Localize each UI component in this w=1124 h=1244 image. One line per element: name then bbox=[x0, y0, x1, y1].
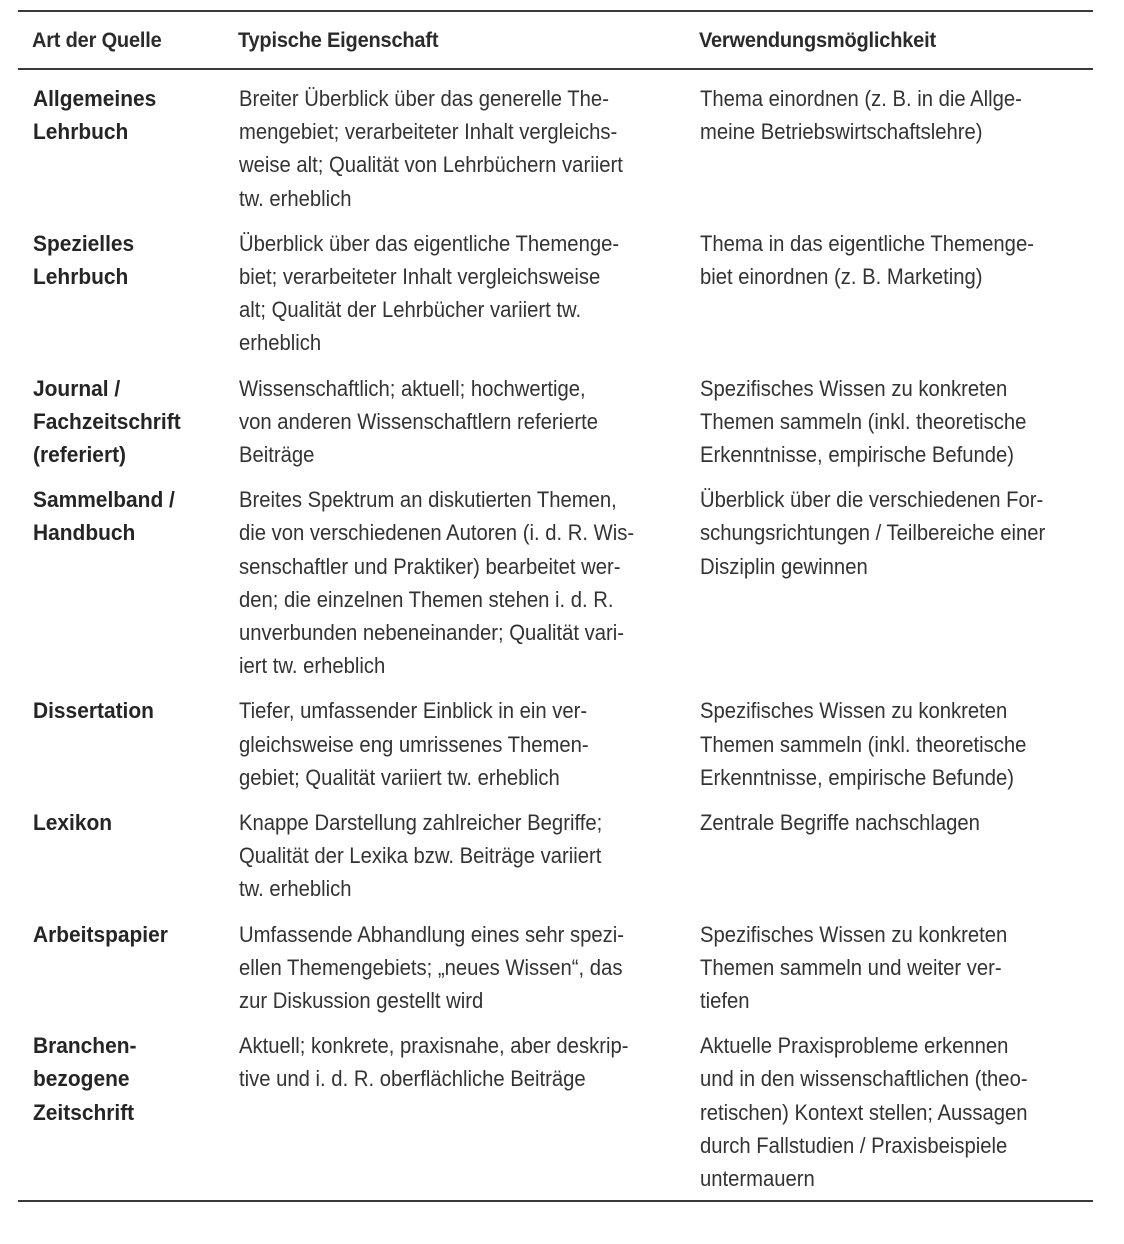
cell-text-line: erheblich bbox=[239, 330, 322, 356]
cell-text-line: durch Fallstudien / Praxisbeispiele bbox=[700, 1132, 1008, 1158]
cell-text-line: bezogene bbox=[33, 1066, 130, 1092]
cell-text-line: Qualität der Lexika bzw. Beiträge variiert bbox=[239, 843, 602, 869]
cell-text-line: Allgemeines bbox=[33, 86, 157, 111]
cell-text-line: Überblick über die verschiedenen For- bbox=[700, 487, 1044, 513]
cell-text-line: ellen Themengebiets; „neues Wissen“, das bbox=[239, 954, 623, 980]
cell-source-type bbox=[18, 694, 224, 727]
table-row bbox=[18, 372, 1093, 472]
table-body bbox=[18, 70, 1093, 1195]
header-source-type: Art der Quelle bbox=[31, 27, 162, 52]
cell-text-line: Journal / bbox=[33, 375, 121, 401]
cell-text-line: Spezifisches Wissen zu konkreten bbox=[700, 375, 1008, 401]
table-row bbox=[18, 227, 1093, 360]
cell-typical-property bbox=[224, 372, 685, 472]
cell-usage bbox=[685, 918, 1093, 1018]
cell-text-line: tiefen bbox=[700, 988, 750, 1014]
cell-text-line: mengebiet; verarbeiteter Inhalt vergleichs- bbox=[239, 119, 618, 145]
cell-text-line: Dissertation bbox=[33, 698, 154, 724]
cell-text-line: meine Betriebswirtschaftslehre) bbox=[700, 119, 983, 145]
cell-usage bbox=[685, 372, 1093, 472]
cell-text-line: Spezielles bbox=[33, 230, 135, 256]
cell-text-line: die von verschiedenen Autoren (i. d. R. Wis- bbox=[239, 520, 635, 546]
table-row bbox=[18, 483, 1093, 682]
cell-source-type bbox=[18, 806, 224, 839]
cell-text-line: tw. erheblich bbox=[239, 876, 352, 902]
cell-text-line: von anderen Wissenschaftlern referierte bbox=[239, 408, 599, 434]
source-types-table bbox=[18, 10, 1093, 1202]
cell-text-line: Erkenntnisse, empirische Befunde) bbox=[700, 764, 1015, 790]
table-row bbox=[18, 694, 1093, 794]
cell-text-line: Aktuelle Praxisprobleme erkennen bbox=[700, 1033, 1009, 1059]
cell-text-line: Themen sammeln (inkl. theoretische bbox=[700, 408, 1027, 434]
cell-usage bbox=[685, 1029, 1093, 1195]
cell-text-line: Themen sammeln (inkl. theoretische bbox=[700, 731, 1027, 757]
cell-text-line: tw. erheblich bbox=[239, 185, 352, 211]
cell-text-line: schungsrichtungen / Teilbereiche einer bbox=[700, 520, 1046, 546]
cell-text-line: Überblick über das eigentliche Themenge- bbox=[239, 230, 620, 256]
cell-text-line: gleichsweise eng umrissenes Themen- bbox=[239, 731, 589, 757]
cell-text-line: Tiefer, umfassender Einblick in ein ver- bbox=[239, 698, 588, 724]
cell-text-line: senschaftler und Praktiker) bearbeitet wer- bbox=[239, 553, 621, 579]
cell-typical-property bbox=[224, 227, 685, 360]
cell-text-line: retischen) Kontext stellen; Aussagen bbox=[700, 1099, 1028, 1125]
header-usage: Verwendungsmöglichkeit bbox=[698, 27, 936, 52]
table-header-row bbox=[18, 12, 1093, 70]
cell-text-line: Disziplin gewinnen bbox=[700, 553, 868, 579]
cell-text-line: Erkenntnisse, empirische Befunde) bbox=[700, 442, 1015, 468]
cell-source-type bbox=[18, 372, 224, 472]
cell-typical-property bbox=[224, 694, 685, 794]
cell-typical-property bbox=[224, 1029, 685, 1095]
cell-source-type bbox=[18, 483, 224, 549]
cell-text-line: Zeitschrift bbox=[33, 1099, 135, 1125]
cell-text-line: (referiert) bbox=[33, 442, 127, 468]
cell-text-line: Thema einordnen (z. B. in die Allge- bbox=[700, 86, 1022, 111]
cell-text-line: Lehrbuch bbox=[33, 264, 129, 290]
cell-text-line: zur Diskussion gestellt wird bbox=[239, 988, 484, 1014]
cell-text-line: und in den wissenschaftlichen (theo- bbox=[700, 1066, 1028, 1092]
cell-text-line: Lehrbuch bbox=[33, 119, 129, 145]
cell-text-line: Arbeitspapier bbox=[33, 921, 168, 947]
cell-text-line: untermauern bbox=[700, 1166, 815, 1192]
cell-usage bbox=[685, 694, 1093, 794]
cell-text-line: Knappe Darstellung zahlreicher Begriffe; bbox=[239, 810, 603, 836]
cell-text-line: alt; Qualität der Lehrbücher variiert tw. bbox=[239, 297, 582, 323]
table-bottom-rule bbox=[18, 1200, 1093, 1202]
cell-usage bbox=[685, 82, 1093, 148]
cell-text-line: unverbunden nebeneinander; Qualität vari- bbox=[239, 620, 625, 646]
cell-text-line: den; die einzelnen Themen stehen i. d. R. bbox=[239, 586, 614, 612]
cell-text-line: Handbuch bbox=[33, 520, 136, 546]
cell-typical-property bbox=[224, 806, 685, 906]
cell-text-line: Wissenschaftlich; aktuell; hochwertige, bbox=[239, 375, 586, 401]
cell-source-type bbox=[18, 227, 224, 293]
cell-typical-property bbox=[224, 918, 685, 1018]
cell-text-line: tive und i. d. R. oberflächliche Beiträge bbox=[239, 1066, 586, 1092]
table-row bbox=[18, 806, 1093, 906]
cell-source-type bbox=[18, 82, 224, 148]
table-row bbox=[18, 1029, 1093, 1195]
cell-usage bbox=[685, 806, 1093, 839]
header-typical-property: Typische Eigenschaft bbox=[237, 27, 439, 52]
cell-text-line: biet einordnen (z. B. Marketing) bbox=[700, 264, 983, 290]
cell-text-line: iert tw. erheblich bbox=[239, 653, 386, 679]
cell-text-line: Thema in das eigentliche Themenge- bbox=[700, 230, 1034, 256]
cell-text-line: Aktuell; konkrete, praxisnahe, aber deskrip- bbox=[239, 1033, 629, 1059]
cell-text-line: Spezifisches Wissen zu konkreten bbox=[700, 698, 1008, 724]
cell-source-type bbox=[18, 1029, 224, 1129]
table-row bbox=[18, 82, 1093, 215]
cell-source-type bbox=[18, 918, 224, 951]
cell-text-line: Themen sammeln und weiter ver- bbox=[700, 954, 1002, 980]
cell-usage bbox=[685, 227, 1093, 293]
cell-text-line: Spezifisches Wissen zu konkreten bbox=[700, 921, 1008, 947]
cell-typical-property bbox=[224, 483, 685, 682]
cell-text-line: Breiter Überblick über das generelle The- bbox=[239, 86, 609, 111]
cell-text-line: weise alt; Qualität von Lehrbüchern variiert bbox=[239, 152, 623, 178]
cell-typical-property bbox=[224, 82, 685, 215]
cell-text-line: Zentrale Begriffe nachschlagen bbox=[700, 810, 980, 836]
cell-text-line: biet; verarbeiteter Inhalt vergleichsweise bbox=[239, 264, 601, 290]
cell-text-line: Beiträge bbox=[239, 442, 315, 468]
cell-text-line: Umfassende Abhandlung eines sehr spezi- bbox=[239, 921, 624, 947]
cell-text-line: Fachzeitschrift bbox=[33, 408, 181, 434]
table-row bbox=[18, 918, 1093, 1018]
cell-usage bbox=[685, 483, 1093, 583]
cell-text-line: Branchen- bbox=[33, 1033, 137, 1059]
cell-text-line: gebiet; Qualität variiert tw. erheblich bbox=[239, 764, 560, 790]
cell-text-line: Sammelband / bbox=[33, 487, 175, 513]
cell-text-line: Breites Spektrum an diskutierten Themen, bbox=[239, 487, 617, 513]
cell-text-line: Lexikon bbox=[33, 810, 113, 836]
